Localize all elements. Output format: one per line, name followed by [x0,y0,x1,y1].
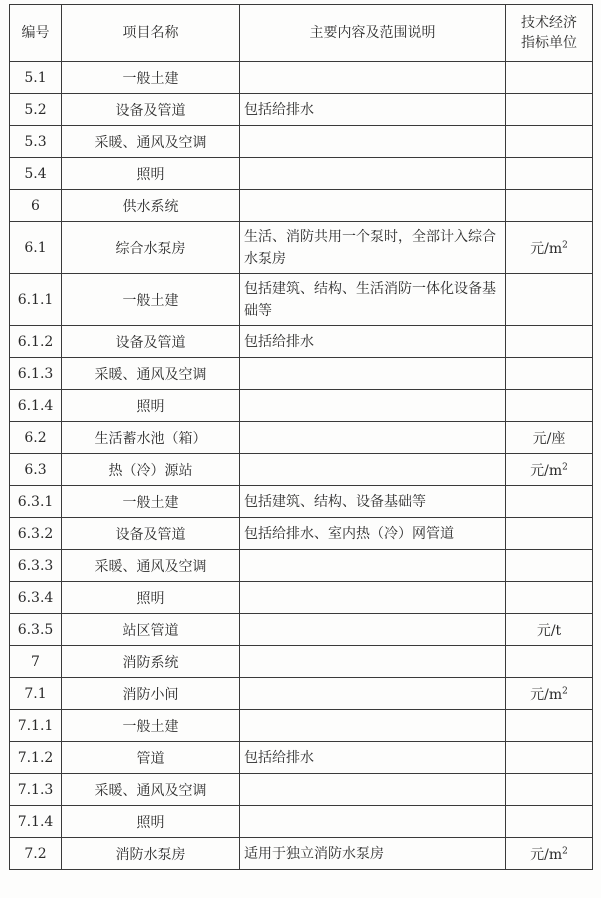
row-unit [506,710,593,742]
row-code: 7.1 [10,678,62,710]
row-desc [240,422,506,454]
row-desc: 包括给排水 [240,94,506,126]
row-unit [506,422,593,454]
table-row [10,158,593,190]
table-row [10,614,593,646]
row-code: 6.3.2 [10,518,62,550]
cost-index-table [9,4,593,870]
row-unit [506,326,593,358]
row-code: 6.1.4 [10,390,62,422]
row-code: 6.3.5 [10,614,62,646]
row-unit [506,518,593,550]
table-body [10,62,593,870]
header-code: 编号 [10,5,62,62]
row-unit [506,550,593,582]
row-name: 一般土建 [62,274,240,326]
row-code: 5.2 [10,94,62,126]
row-code: 6.3.4 [10,582,62,614]
row-code: 6.3.1 [10,486,62,518]
row-code: 6.1.2 [10,326,62,358]
table-row [10,710,593,742]
row-name: 设备及管道 [62,518,240,550]
row-name: 生活蓄水池（箱） [62,422,240,454]
table-row [10,806,593,838]
row-name: 采暖、通风及空调 [62,358,240,390]
row-unit [506,158,593,190]
row-code: 5.3 [10,126,62,158]
table-row [10,742,593,774]
row-code: 7 [10,646,62,678]
row-desc [240,774,506,806]
row-name: 照明 [62,582,240,614]
table-row [10,486,593,518]
row-name: 消防系统 [62,646,240,678]
row-code: 6.1.3 [10,358,62,390]
row-desc: 包括给排水 [240,326,506,358]
row-unit [506,190,593,222]
table-row [10,518,593,550]
row-desc [240,358,506,390]
row-desc [240,614,506,646]
row-code: 5.1 [10,62,62,94]
row-name: 照明 [62,390,240,422]
row-name: 照明 [62,806,240,838]
row-code: 6.3.3 [10,550,62,582]
row-desc [240,190,506,222]
row-code: 7.2 [10,838,62,870]
table-row [10,550,593,582]
unit-sup: 2 [562,845,568,856]
row-desc [240,62,506,94]
row-unit [506,582,593,614]
row-code: 6.1 [10,222,62,274]
row-name: 一般土建 [62,486,240,518]
table-row [10,222,593,274]
row-name: 供水系统 [62,190,240,222]
row-unit [506,126,593,158]
unit-text: 元/m [530,686,563,703]
unit-text: 元/m [530,846,563,863]
row-desc [240,678,506,710]
row-code: 7.1.4 [10,806,62,838]
row-code: 7.1.1 [10,710,62,742]
row-unit [506,274,593,326]
row-name: 消防小间 [62,678,240,710]
row-desc: 生活、消防共用一个泵时，全部计入综合水泵房 [240,222,506,274]
table-row [10,326,593,358]
row-desc [240,550,506,582]
table-row [10,358,593,390]
row-desc: 包括给排水 [240,742,506,774]
table-row [10,774,593,806]
row-unit [506,678,593,710]
row-desc: 适用于独立消防水泵房 [240,838,506,870]
row-unit [506,774,593,806]
header-name: 项目名称 [62,5,240,62]
row-name: 照明 [62,158,240,190]
unit-text: 元/m [530,462,563,479]
unit-text: 元/座 [532,430,566,447]
table-row [10,678,593,710]
row-unit [506,358,593,390]
header-unit-line2: 指标单位 [521,35,577,51]
row-desc [240,158,506,190]
table-row [10,126,593,158]
row-code: 5.4 [10,158,62,190]
table-header-row [10,5,593,62]
table-row [10,838,593,870]
row-unit [506,94,593,126]
unit-sup: 2 [562,239,568,250]
row-name: 消防水泵房 [62,838,240,870]
row-unit [506,646,593,678]
row-unit [506,222,593,274]
row-name: 热（冷）源站 [62,454,240,486]
table-row [10,190,593,222]
row-code: 6.1.1 [10,274,62,326]
row-desc [240,710,506,742]
row-code: 7.1.3 [10,774,62,806]
table-row [10,390,593,422]
unit-sup: 2 [562,685,568,696]
table-row [10,62,593,94]
row-unit [506,742,593,774]
row-desc [240,582,506,614]
row-name: 采暖、通风及空调 [62,774,240,806]
row-unit [506,62,593,94]
unit-text: 元/t [536,622,562,639]
row-unit [506,614,593,646]
row-name: 采暖、通风及空调 [62,550,240,582]
table-row [10,274,593,326]
row-unit [506,390,593,422]
row-unit [506,838,593,870]
row-name: 综合水泵房 [62,222,240,274]
table-row [10,422,593,454]
row-desc [240,454,506,486]
row-unit [506,454,593,486]
row-unit [506,486,593,518]
row-name: 一般土建 [62,62,240,94]
row-code: 7.1.2 [10,742,62,774]
table-row [10,454,593,486]
row-desc: 包括建筑、结构、生活消防一体化设备基础等 [240,274,506,326]
header-unit [506,5,593,62]
row-desc [240,646,506,678]
row-name: 采暖、通风及空调 [62,126,240,158]
row-name: 管道 [62,742,240,774]
row-desc [240,390,506,422]
table-row [10,582,593,614]
header-unit-line1: 技术经济 [521,15,577,31]
row-code: 6 [10,190,62,222]
row-unit [506,806,593,838]
row-desc: 包括给排水、室内热（冷）网管道 [240,518,506,550]
row-code: 6.2 [10,422,62,454]
unit-text: 元/m [530,240,563,257]
row-name: 设备及管道 [62,94,240,126]
row-desc [240,806,506,838]
table-row [10,94,593,126]
table-row [10,646,593,678]
row-code: 6.3 [10,454,62,486]
row-name: 一般土建 [62,710,240,742]
unit-sup: 2 [562,461,568,472]
header-desc: 主要内容及范围说明 [240,5,506,62]
row-name: 设备及管道 [62,326,240,358]
row-desc: 包括建筑、结构、设备基础等 [240,486,506,518]
row-name: 站区管道 [62,614,240,646]
row-desc [240,126,506,158]
